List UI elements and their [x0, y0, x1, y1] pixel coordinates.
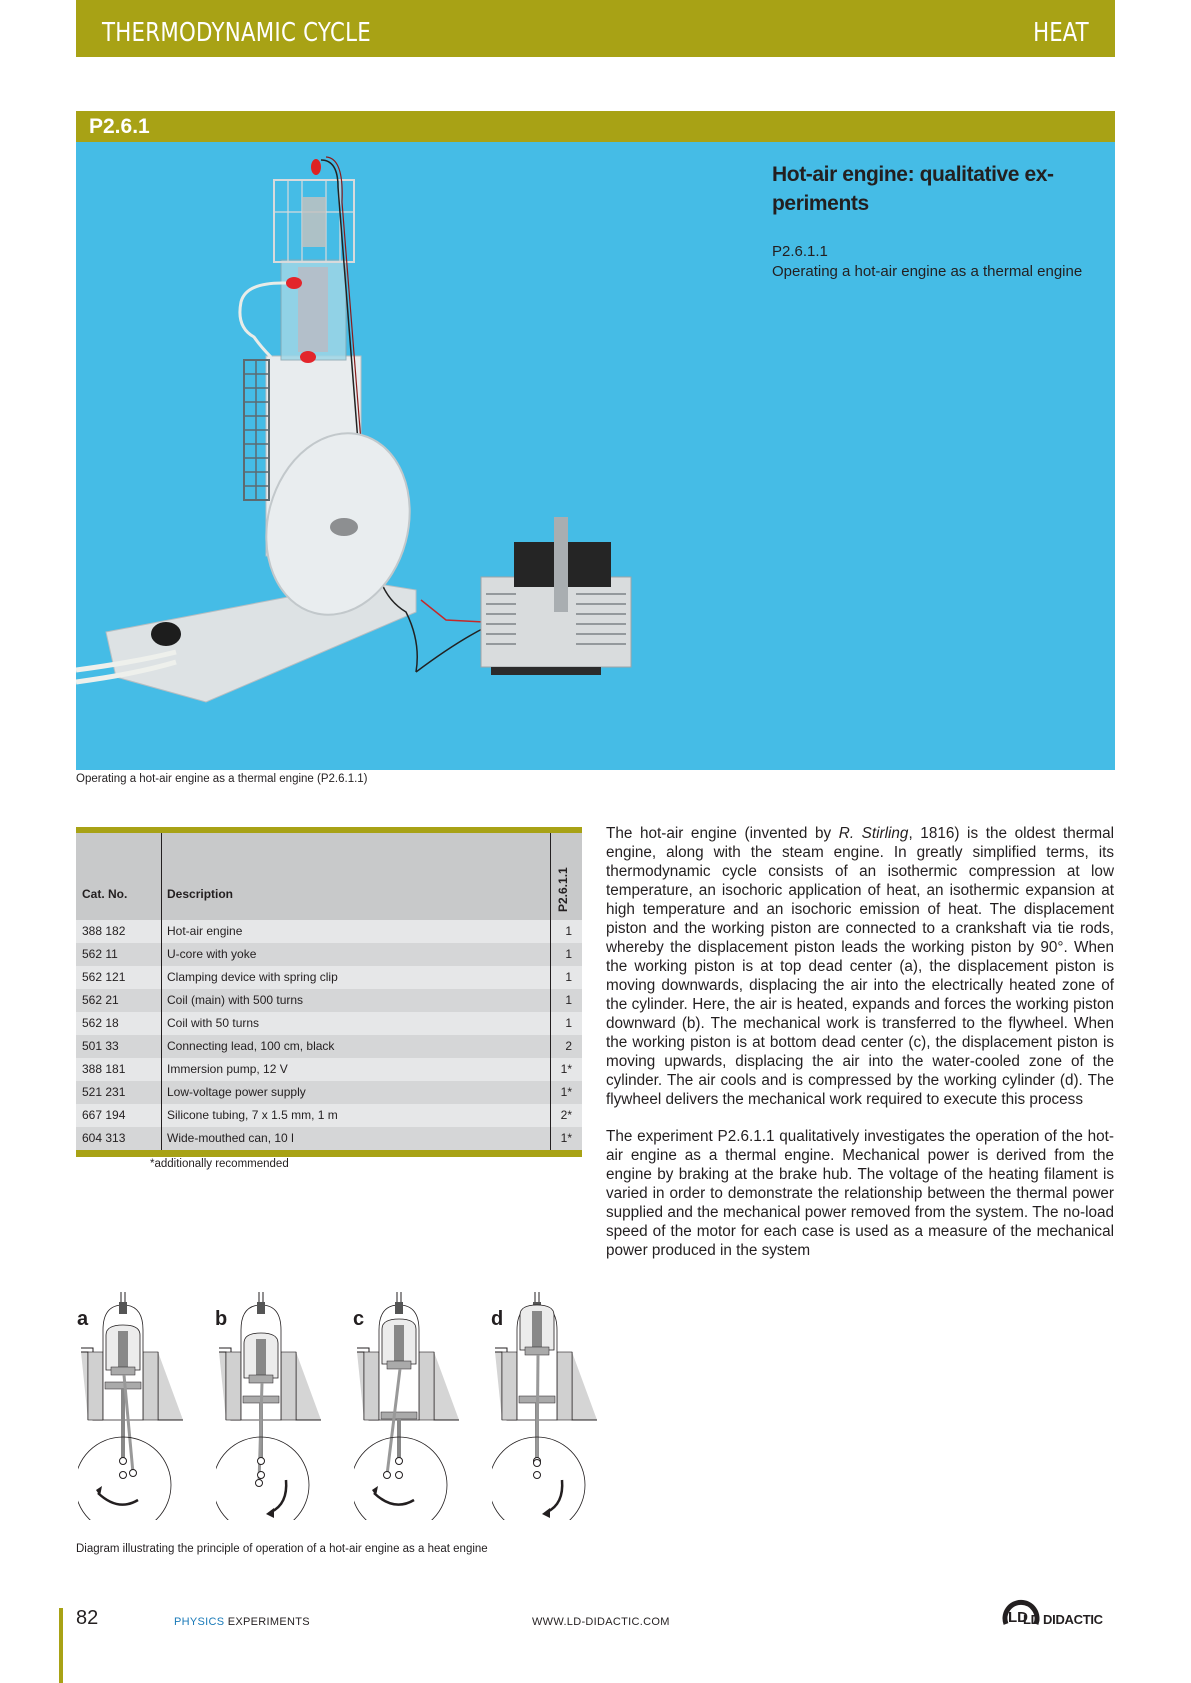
diagram-label: a [77, 1308, 89, 1330]
quantity-cell: 2 [565, 1039, 572, 1053]
table-row [76, 1058, 582, 1081]
knob [151, 622, 181, 646]
column-divider [161, 833, 162, 1150]
body-paragraph-2: The experiment P2.6.1.1 qualitatively investigates the operation of the hot-air engine as a thermal engine. Mechanical power is derived from the engine by braking at the brake hub. The voltage of the heating filament is varied in order to demonstrate the relationship between the thermal power supplied and the mechanical power removed from the system. The no-load speed of the motor for each case is used as a measure of the mechanical power produced in the system [606, 1128, 1114, 1259]
cat-no-cell: 562 121 [82, 970, 126, 984]
quantity-cell: 1 [565, 970, 572, 984]
logo-text: LD DIDACTIC [1023, 1612, 1103, 1627]
hot-air-engine-illustration [76, 142, 716, 770]
cat-no-cell: 521 231 [82, 1085, 126, 1099]
logo-mark: LD [1008, 1609, 1028, 1626]
flywheel-hub [330, 518, 358, 536]
table-row [76, 1127, 582, 1150]
table-row [76, 966, 582, 989]
table-row [76, 943, 582, 966]
description-cell: Low-voltage power supply [167, 1085, 306, 1099]
description-cell: Clamping device with spring clip [167, 970, 338, 984]
description-cell: Immersion pump, 12 V [167, 1062, 288, 1076]
table-bottom-rule [76, 1150, 582, 1157]
table-footnote: *additionally recommended [150, 1158, 289, 1170]
footer-experiments: EXPERIMENTS [224, 1616, 310, 1628]
description-cell: Coil with 50 turns [167, 1016, 260, 1030]
quantity-cell: 2* [560, 1108, 572, 1122]
cat-no-cell: 604 313 [82, 1131, 126, 1145]
engine-phase-b-diagram [216, 1290, 326, 1520]
diagram-label: b [215, 1308, 228, 1330]
description-cell: Hot-air engine [167, 924, 243, 938]
diagram-label: d [491, 1308, 504, 1330]
inventor-name: R. Stirling [838, 825, 909, 842]
footer-url[interactable]: WWW.LD-DIDACTIC.COM [532, 1616, 670, 1628]
description-cell: Coil (main) with 500 turns [167, 993, 304, 1007]
quantity-cell: 1* [560, 1062, 572, 1076]
experiment-title-line-1: Hot-air engine: qualitative ex- [772, 163, 1054, 186]
photo-caption: Operating a hot-air engine as a thermal engine (P2.6.1.1) [76, 773, 368, 785]
section-title: THERMODYNAMIC CYCLE [102, 18, 371, 48]
footer-accent-bar [59, 1608, 63, 1683]
quantity-cell: 1 [565, 1016, 572, 1030]
quantity-cell: 1 [565, 993, 572, 1007]
diagram-caption: Diagram illustrating the principle of operation of a hot-air engine as a heat engine [76, 1543, 488, 1555]
paragraph-text: , 1816) is the oldest thermal engine, along with the steam engine. In greatly simplified terms, its thermodynamic cycle consists of an isothermic compression at low temperature, an isochoric application of heat, an isothermic expansion at high temperature and an isochoric emission of heat. The displacement piston and the working piston are connected to a crankshaft via tie rods, whereby the displacement piston leads the working piston by 90°. When the working piston is at top dead center (a), the displacement piston is moving downwards, displacing the air into the electrically heated zone of the cylinder. Here, the air is heated, expands and forces the working piston downward (b). The mechanical work is transferred to the flywheel. When the working piston is at bottom dead center (c), the displacement piston is moving upwards, displacing the air into the water-cooled zone of the cylinder. The air cools and is compressed by the working cylinder (d). The flywheel delivers the mechanical work required to execute this process [606, 825, 1114, 1108]
table-row [76, 920, 582, 943]
page-number: 82 [76, 1607, 99, 1629]
engine-phase-c-diagram [354, 1290, 464, 1520]
footer-physics: PHYSICS [174, 1616, 225, 1628]
experiment-subtitle [772, 242, 1092, 282]
cat-no-cell: 562 21 [82, 993, 119, 1007]
header-experiment: P2.6.1.1 [556, 867, 570, 912]
sub-experiment-code: P2.6.1.1 [772, 243, 828, 260]
description-cell: Silicone tubing, 7 x 1.5 mm, 1 m [167, 1108, 338, 1122]
description-cell: Wide-mouthed can, 10 l [167, 1131, 294, 1145]
experiment-code-bar [76, 111, 1115, 142]
cat-no-cell: 388 182 [82, 924, 126, 938]
footer-publication [174, 1616, 310, 1628]
column-divider [550, 833, 551, 1150]
engine-phase-d-diagram [492, 1290, 602, 1520]
quantity-cell: 1* [560, 1131, 572, 1145]
paragraph-text: The hot-air engine (invented by [606, 825, 839, 842]
section-header-bar [76, 0, 1115, 57]
engine-phase-a-diagram [78, 1290, 188, 1520]
cat-no-cell: 667 194 [82, 1108, 126, 1122]
apparatus-photo [76, 142, 1115, 770]
cat-no-cell: 562 18 [82, 1016, 119, 1030]
red-connector [286, 277, 302, 289]
quantity-cell: 1 [565, 924, 572, 938]
category-title: HEAT [1033, 18, 1089, 48]
quantity-cell: 1* [560, 1085, 572, 1099]
red-connector [300, 351, 316, 363]
engine-cycle-diagram [70, 1270, 590, 1530]
sub-experiment-title: Operating a hot-air engine as a thermal engine [772, 263, 1083, 280]
diagram-label: c [353, 1308, 365, 1330]
table-row [76, 989, 582, 1012]
experiment-title-line-2: periments [772, 192, 869, 215]
quantity-cell: 1 [565, 947, 572, 961]
header-cat-no: Cat. No. [82, 887, 128, 901]
table-row [76, 1081, 582, 1104]
table-row [76, 1035, 582, 1058]
cat-no-cell: 388 181 [82, 1062, 126, 1076]
cat-no-cell: 501 33 [82, 1039, 119, 1053]
table-row [76, 1012, 582, 1035]
table-header [76, 833, 582, 920]
body-paragraph-1 [606, 824, 1114, 1109]
header-description: Description [167, 887, 234, 901]
cat-no-cell: 562 11 [82, 947, 118, 961]
experiment-title [772, 160, 1092, 218]
experiment-code: P2.6.1 [89, 115, 150, 138]
table-row [76, 1104, 582, 1127]
description-cell: Connecting lead, 100 cm, black [167, 1039, 335, 1053]
description-cell: U-core with yoke [167, 947, 257, 961]
